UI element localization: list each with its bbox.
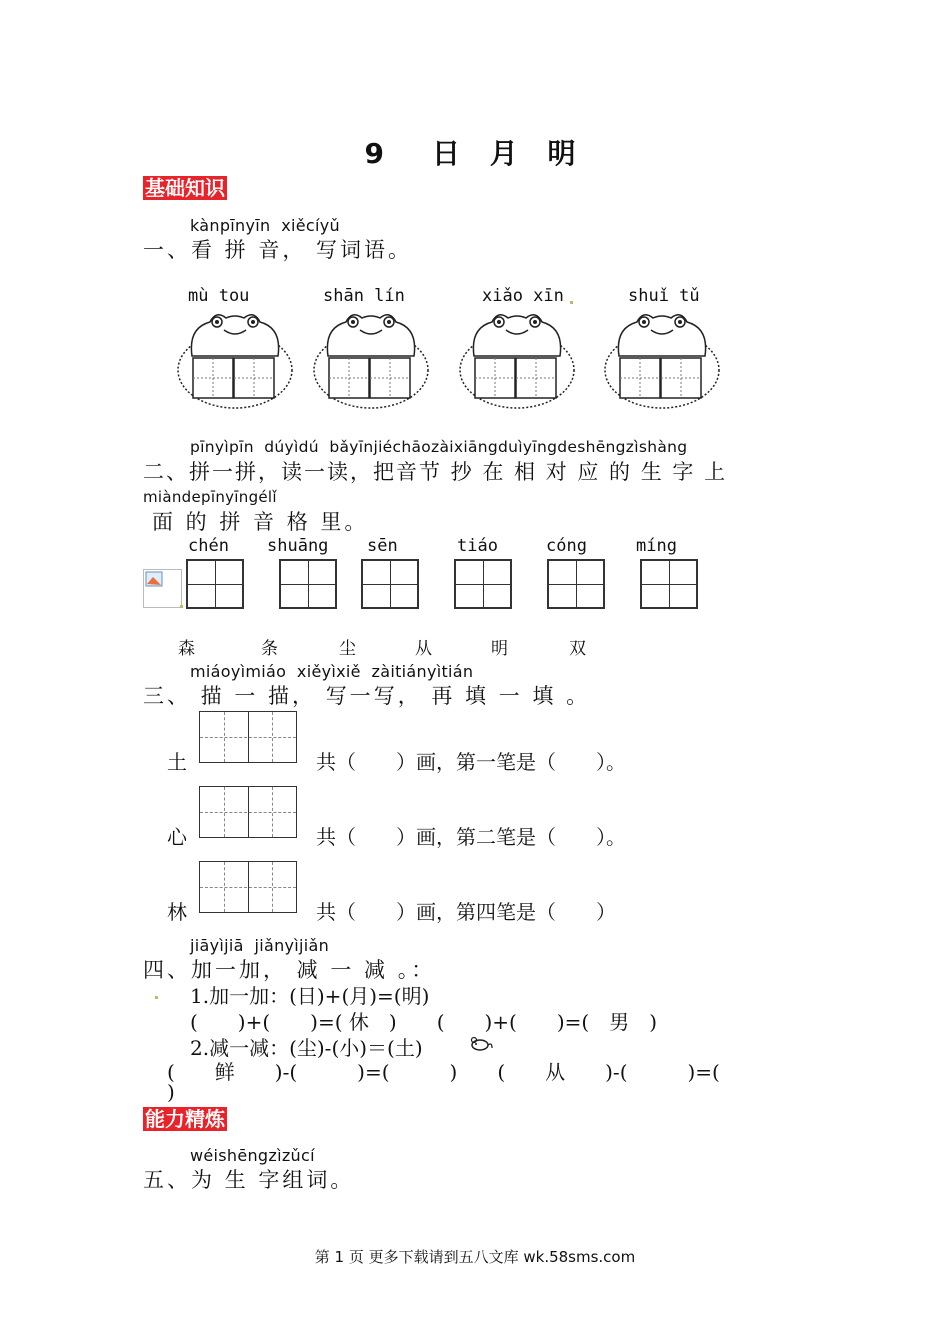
s2-char-1: 森 [178,639,195,659]
s1-item-4: shuǐ tǔ [628,286,700,306]
pinyin-box[interactable] [361,559,419,609]
frog-icon [458,306,576,410]
s2-pinyin-2: miàndepīnyīngélǐ [143,488,277,506]
s2-syllable-5: cóng [546,536,587,556]
s1-item-2: shān lín [323,286,405,306]
s2-syllable-2: shuāng [267,536,329,556]
pinyin-box[interactable] [454,559,512,609]
s4-line-4: ( 鲜 )-( )=( ) ( 从 )-( )=( [167,1060,720,1084]
section-tag-ability: 能力精炼 [145,1107,225,1131]
s1-pinyin: kànpīnyīn xiěcíyǔ [190,216,340,235]
page-title: 9 日 月 明 [364,137,586,170]
s3-char-2: 心 [167,825,187,849]
s2-char-6: 双 [569,639,586,659]
s2-syllable-1: chén [188,536,229,556]
s5-pinyin: wéishēngzìzǔcí [190,1146,315,1165]
s3-text-1: 共（ ）画，第一笔是（ ）。 [316,750,626,774]
speck [155,996,158,999]
s2-char-5: 明 [491,639,508,659]
section-tag-basic: 基础知识 [145,176,225,200]
frog-icon [312,306,430,410]
page-footer: 第 1 页 更多下载请到五八文库 wk.58sms.com [314,1248,636,1266]
pinyin-box[interactable] [279,559,337,609]
s4-line-2: ( )+( )=( 休 ) ( )+( )=( 男 ) [190,1010,658,1034]
pinyin-box[interactable] [547,559,605,609]
s3-pinyin: miáoyìmiáo xiěyìxiě zàitiányìtián [190,662,474,681]
s3-text-3: 共（ ）画，第四笔是（ ） [316,900,616,924]
s2-pinyin-1: pīnyìpīn dúyìdú bǎyīnjiéchāozàixiāngduìyīngdeshēngzìshàng [190,438,688,456]
mouse-icon [468,1034,494,1054]
frog-icon [603,306,721,410]
s2-heading-2: 面 的 拼 音 格 里。 [152,510,369,534]
s2-char-3: 尘 [339,639,356,659]
speck [570,301,573,304]
s1-item-3: xiǎo xīn [482,286,564,306]
s5-heading: 五、为 生 字组词。 [143,1168,355,1192]
pinyin-box[interactable] [640,559,698,609]
s2-char-2: 条 [261,639,278,659]
s3-text-2: 共（ ）画，第二笔是（ ）。 [316,825,626,849]
s4-line-1: 1.加一加：(日)+(月)=(明) [190,984,430,1008]
s4-line-5: ) [167,1080,175,1104]
tracing-grid[interactable] [199,711,297,763]
s2-syllable-6: míng [636,536,677,556]
s3-heading: 三、 描 一 描， 写一写， 再 填 一 填 。 [143,684,591,708]
broken-image-icon [143,569,183,609]
s4-line-3: 2.减一减：(尘)-(小)＝(土) [190,1036,423,1060]
s4-heading: 四、加一加， 减 一 减 。： [143,958,436,982]
s2-heading-1: 二、拼一拼，读一读，把音节 抄 在 相 对 应 的 生 字 上 [143,460,728,484]
tracing-grid[interactable] [199,786,297,838]
frog-icon [176,306,294,410]
s2-syllable-4: tiáo [457,536,498,556]
s1-heading: 一、看 拼 音， 写词语。 [143,238,413,262]
s4-pinyin: jiāyìjiā jiǎnyìjiǎn [190,936,330,955]
s2-char-4: 从 [415,639,432,659]
tracing-grid[interactable] [199,861,297,913]
s2-syllable-3: sēn [367,536,398,556]
s3-char-1: 土 [167,750,187,774]
pinyin-box[interactable] [186,559,244,609]
s1-item-1: mù tou [188,286,250,306]
s3-char-3: 林 [167,900,187,924]
